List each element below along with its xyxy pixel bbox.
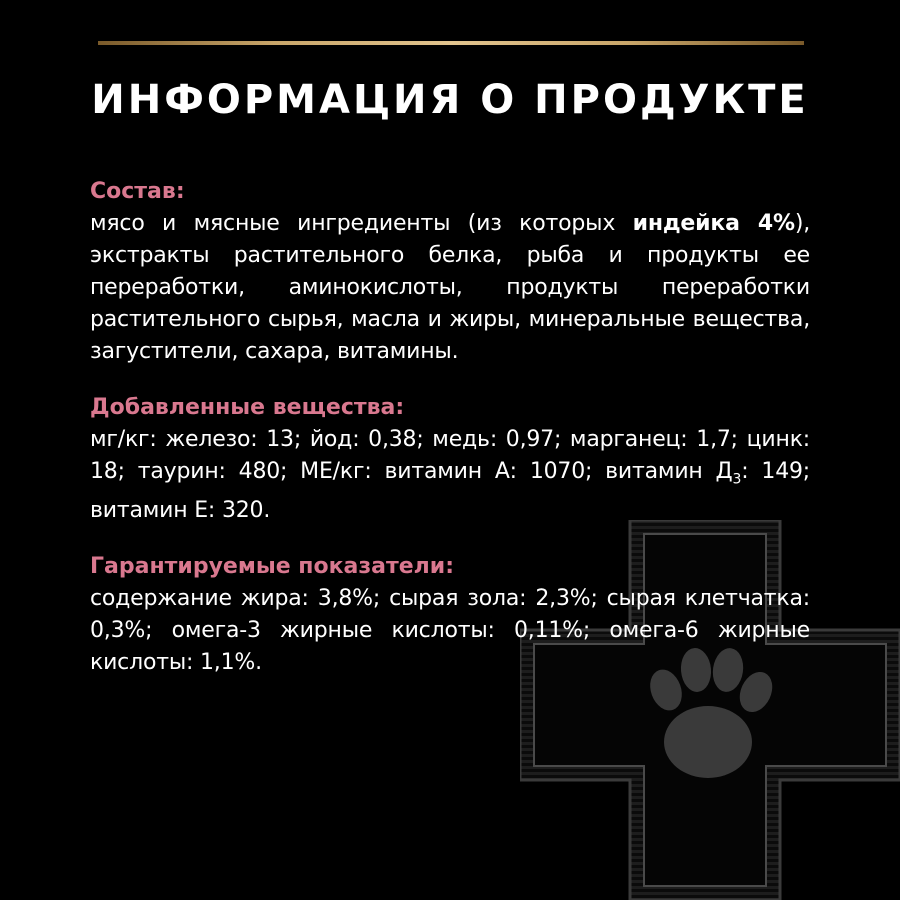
composition-highlight: индейка 4% — [632, 211, 795, 236]
gold-divider-line — [98, 41, 804, 45]
page-title: ИНФОРМАЦИЯ О ПРОДУКТЕ — [91, 77, 809, 123]
guaranteed-analysis-heading: Гарантируемые показатели: — [90, 554, 455, 580]
guaranteed-analysis-section — [90, 551, 810, 679]
additives-text-end: : 149; витамин Е: 320. — [90, 459, 810, 524]
composition-text-end: ), экстракты растительного белка, рыба и продукты ее переработки, аминокислоты, продукты переработки растительного сырья, масла и жиры, минеральные вещества, загустители, сахара, витамины. — [90, 211, 810, 364]
composition-text-start: мясо и мясные ингредиенты (из которых — [90, 211, 633, 236]
guaranteed-analysis-text: содержание жира: 3,8%; сырая зола: 2,3%; сырая клетчатка: 0,3%; омега-3 жирные кислоты: 0,11%; омега-6 жирные кислоты: 1,1%. — [90, 586, 810, 676]
product-info-content — [90, 176, 810, 703]
composition-section — [90, 176, 810, 368]
additives-text — [90, 424, 810, 527]
composition-heading: Состав: — [90, 179, 185, 204]
composition-text — [90, 208, 810, 368]
additives-heading: Добавленные вещества: — [90, 395, 405, 420]
additives-section — [90, 392, 810, 527]
additives-subscript: 3 — [732, 471, 742, 488]
additives-text-start: мг/кг: железо: 13; йод: 0,38; медь: 0,97; марганец: 1,7; цинк: 18; таурин: 480; МЕ/кг: витамин А: 1070; витамин Д — [90, 427, 810, 484]
